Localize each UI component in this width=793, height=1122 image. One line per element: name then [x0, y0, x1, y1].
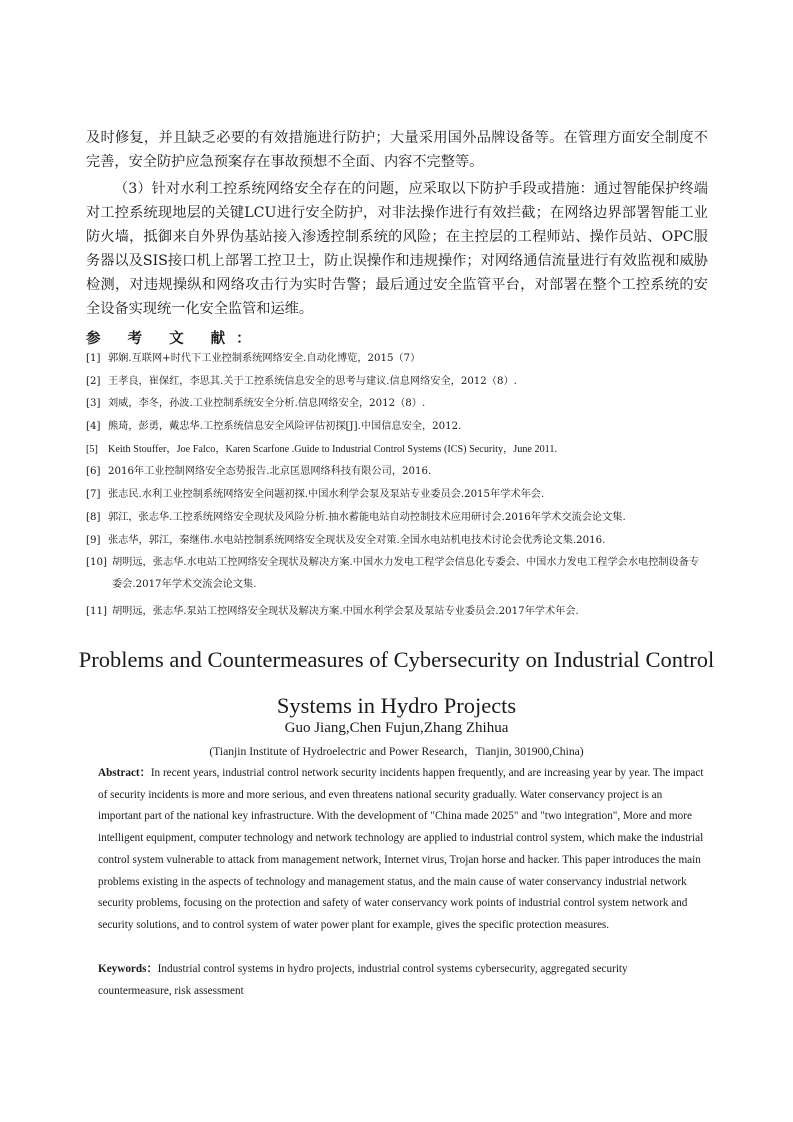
reference-text: 刘威，李冬，孙波.工业控制系统安全分析.信息网络安全，2012（8）.: [108, 398, 426, 410]
keywords: [98, 959, 704, 1002]
reference-item: [86, 556, 708, 596]
reference-number: [11]: [86, 605, 107, 617]
reference-number: [2]: [86, 375, 101, 387]
reference-item: [86, 352, 708, 366]
keywords-label: Keywords：: [98, 963, 158, 975]
abstract-text: In recent years, industrial control network security incidents happen frequently, and are increasing year by year. The impact of security incidents is more and more serious, and even threatens national security gradually. Water conservancy project is an important part of the national key infrastructure. With the development of "China made 2025" and "two integration", More and more intelligent equipment, computer technology and network technology are applied to industrial control system, which make the industrial control system vulnerable to attack from management network, Internet virus, Trojan horse and hacker. This paper introduces the main problems existing in the aspects of technology and management status, and the main cause of water conservancy industrial network security problems, focusing on the protection and safety of water conservancy work points of industrial control system network and security solutions, and to control system of water power plant for example, gives the specific protection measures.: [98, 767, 704, 931]
reference-text: 胡明远，张志华.水电站工控网络安全现状及解决方案.中国水力发电工程学会信息化专委会、中国水力发电工程学会水电控制设备专委会.2017年学术交流会论文集.: [112, 557, 700, 591]
reference-item: [86, 511, 708, 525]
reference-text: 张志华，郭江，秦继伟.水电站控制系统网络安全现状及安全对策.全国水电站机电技术讨论会优秀论文集.2016.: [108, 534, 606, 546]
reference-text: 王孝良，崔保红，李思其.关于工控系统信息安全的思考与建议.信息网络安全，2012（8）.: [108, 375, 517, 387]
reference-number: [5]: [86, 443, 98, 455]
reference-number: [7]: [86, 489, 101, 501]
reference-item: [86, 534, 708, 548]
reference-text: 胡明远，张志华.泵站工控网络安全现状及解决方案.中国水利学会泵及泵站专业委员会.2017年学术年会.: [112, 605, 579, 617]
reference-number: [1]: [86, 353, 101, 364]
reference-item: [86, 397, 708, 411]
reference-text: 郭娴.互联网+时代下工业控制系统网络安全.自动化博览，2015（7）: [108, 353, 421, 364]
reference-item: [86, 488, 708, 502]
reference-number: [4]: [86, 421, 101, 433]
reference-text: 熊琦，彭勇，戴忠华.工控系统信息安全风险评估初探[J].中国信息安全，2012.: [108, 421, 462, 433]
reference-item: [86, 443, 708, 457]
reference-number: [9]: [86, 534, 101, 546]
reference-number: [3]: [86, 398, 101, 410]
affiliation: (Tianjin Institute of Hydroelectric and Power Research，Tianjin, 301900,China): [209, 745, 584, 758]
reference-number: [10]: [86, 557, 107, 569]
body-paragraph-2: （3）针对水利工控系统网络安全存在的问题，应采取以下防护手段或措施：通过智能保护终端对工控系统现地层的关键LCU进行安全防护，对非法操作进行有效拦截；在网络边界部署智能工业防火墙，抵御来自外界伪基站接入渗透控制系统的风险；在主控层的工程师站、操作员站、OPC服务器以及SIS接口机上部署工控卫士，防止误操作和违规操作；对网络通信流量进行有效监视和威胁检测，对违规操纵和网络攻击行为实时告警；最后通过安全监管平台，对部署在整个工控系统的安全设备实现统一化安全监管和运维。: [86, 181, 708, 317]
english-title: [60, 640, 733, 726]
reference-item: [86, 605, 708, 619]
reference-text: Keith Stouffer，Joe Falco，Karen Scarfone .Guide to Industrial Control Systems (ICS) Security，June 2011.: [108, 443, 558, 455]
keywords-text: Industrial control systems in hydro projects, industrial control systems cybersecurity, aggregated security countermeasure, risk assessment: [98, 963, 628, 997]
abstract-label: Abstract：: [98, 767, 151, 779]
reference-item: [86, 465, 708, 479]
reference-number: [6]: [86, 466, 101, 478]
reference-text: 2016年工业控制网络安全态势报告.北京匡恩网络科技有限公司，2016.: [108, 466, 432, 478]
abstract: [98, 763, 704, 937]
reference-text: 张志民.水利工业控制系统网络安全问题初探.中国水利学会泵及泵站专业委员会.2015年学术年会.: [108, 489, 545, 501]
authors: Guo Jiang,Chen Fujun,Zhang Zhihua: [284, 720, 509, 736]
english-title-line-1: Problems and Countermeasures of Cybersecurity on Industrial Control: [78, 647, 715, 672]
reference-item: [86, 375, 708, 389]
reference-number: [8]: [86, 511, 101, 523]
references-heading: 参 考 文 献：: [86, 330, 262, 347]
reference-text: 郭江，张志华.工控系统网络安全现状及风险分析.抽水蓄能电站自动控制技术应用研讨会.2016年学术交流会论文集.: [108, 511, 626, 523]
body-paragraph-1: 及时修复，并且缺乏必要的有效措施进行防护；大量采用国外品牌设备等。在管理方面安全制度不完善，安全防护应急预案存在事故预想不全面、内容不完整等。: [86, 130, 708, 170]
english-title-line-2: Systems in Hydro Projects: [276, 693, 517, 718]
reference-item: [86, 420, 708, 434]
reference-list: [86, 352, 708, 628]
